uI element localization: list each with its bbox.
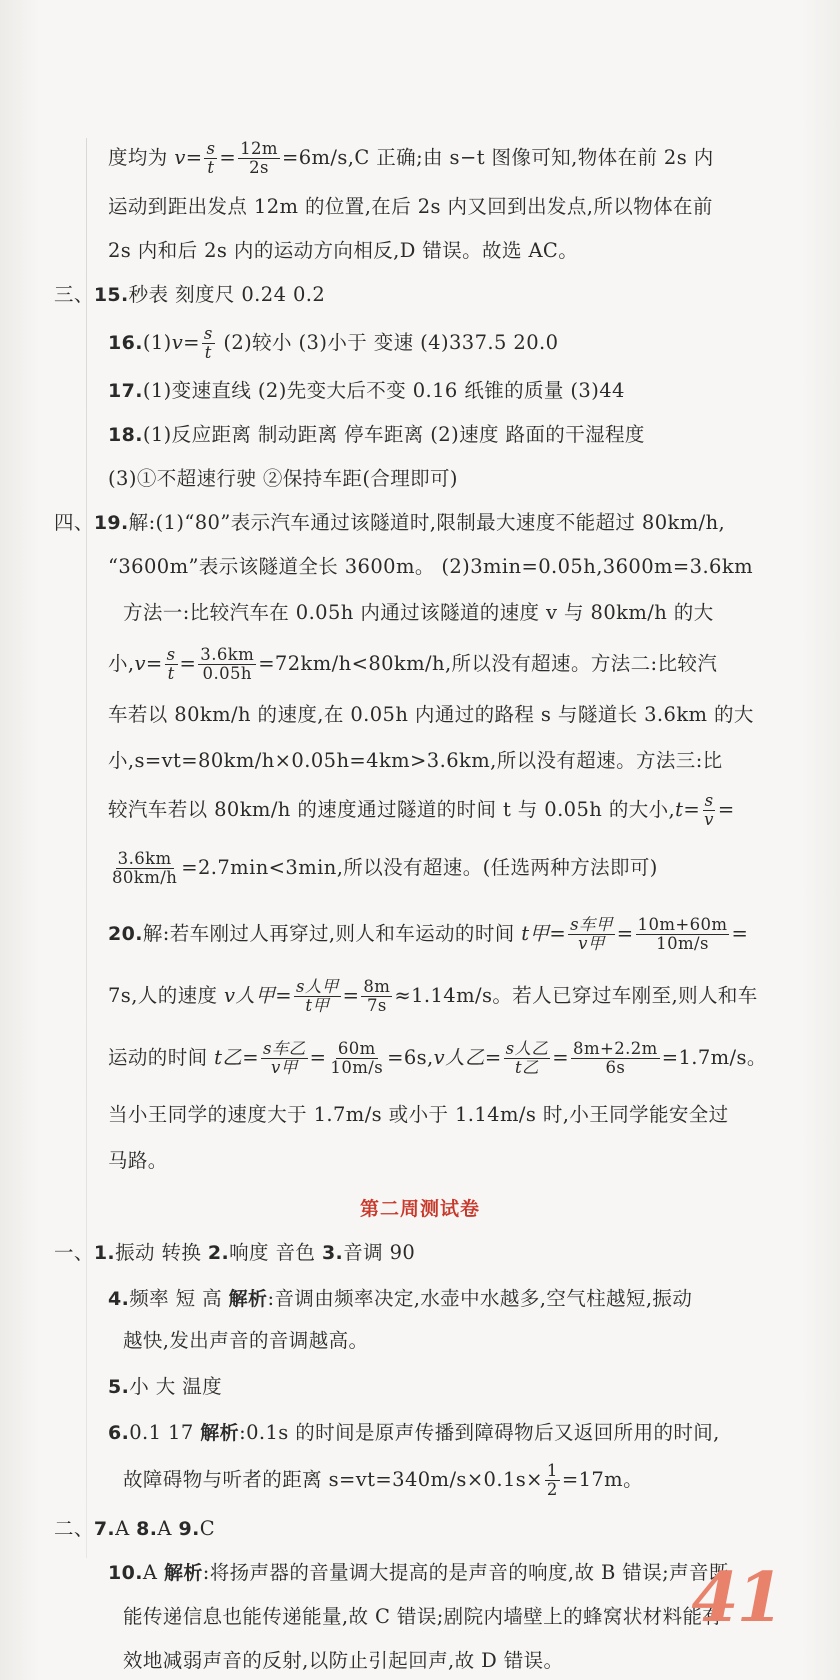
fraction: $\frac{\text{s车甲}}{\text{v甲}}$ bbox=[570, 915, 613, 953]
fraction: $\frac{3.6km}{0.05h}$ bbox=[200, 645, 255, 683]
fraction: $\frac{12m}{2s}$ bbox=[240, 139, 278, 177]
answer-20-line-4: 当小王同学的速度大于 1.7m/s 或小于 1.14m/s 时,小王同学能安全过 bbox=[108, 1103, 729, 1126]
answer-10-line-2: 能传递信息也能传递能量,故 C 错误;剧院内墙壁上的蜂窝状材料能有 bbox=[123, 1605, 723, 1628]
answer-1-3: 一、1.振动 转换 2.响度 音色 3.音调 90 bbox=[54, 1241, 416, 1264]
continued-solution-line-3: 2s 内和后 2s 内的运动方向相反,D 错误。故选 AC。 bbox=[108, 239, 579, 262]
answer-19-line-6: 小,s=vt=80km/h×0.05h=4km>3.6km,所以没有超速。方法三:比 bbox=[108, 749, 723, 772]
continued-solution-line-1: 度均为 v= $\frac{s}{t}$ = $\frac{12m}{2s}$ =6m/s,C 正确;由 s−t 图像可知,物体在前 2s 内 bbox=[108, 139, 714, 177]
continued-solution-line-2: 运动到距出发点 12m 的位置,在后 2s 内又回到出发点,所以物体在前 bbox=[108, 195, 713, 218]
answer-7-9: 二、7.A 8.A 9.C bbox=[54, 1517, 216, 1540]
answer-6: 6.0.1 17 解析:0.1s 的时间是原声传播到障碍物后又返回所用的时间, bbox=[108, 1421, 720, 1444]
answer-18-line-2: (3)①不超速行驶 ②保持车距(合理即可) bbox=[108, 467, 458, 490]
answer-19-line-7: 较汽车若以 80km/h 的速度通过隧道的时间 t 与 0.05h 的大小,t= $\frac{s}{v}$ = bbox=[108, 791, 735, 829]
fraction: $\frac{s}{t}$ bbox=[203, 324, 213, 362]
answer-4: 4.频率 短 高 解析:音调由频率决定,水壶中水越多,空气柱越短,振动 bbox=[108, 1287, 693, 1310]
answer-19-line-5: 车若以 80km/h 的速度,在 0.05h 内通过的路程 s 与隧道长 3.6km 的大 bbox=[108, 703, 754, 726]
section-title: 第二周测试卷 bbox=[359, 1198, 480, 1220]
margin-line bbox=[86, 138, 87, 1558]
fraction: $\frac{60m}{10m/s}$ bbox=[330, 1039, 384, 1077]
fraction: $\frac{8m}{7s}$ bbox=[363, 977, 391, 1015]
answer-4-line-2: 越快,发出声音的音调越高。 bbox=[123, 1329, 369, 1352]
answer-17: 17.(1)变速直线 (2)先变大后不变 0.16 纸锥的质量 (3)44 bbox=[108, 379, 625, 402]
answer-20-line-3: 运动的时间 t乙= $\frac{\text{s车乙}}{\text{v甲}}$ = $\frac{60m}{10m/s}$ =6s,v人乙= $\frac{\text{s人乙}}{\text{t乙}}$ = $\frac{8m+2.2m}{6s}$ =1.7m/s。 bbox=[108, 1039, 767, 1077]
answer-19-line-2: “3600m”表示该隧道全长 3600m。 (2)3min=0.05h,3600m=3.6km bbox=[108, 555, 753, 578]
answer-20-line-5: 马路。 bbox=[108, 1149, 168, 1172]
answer-5: 5.小 大 温度 bbox=[108, 1375, 223, 1398]
fraction: $\frac{8m+2.2m}{6s}$ bbox=[573, 1039, 658, 1077]
fraction: $\frac{10m+60m}{10m/s}$ bbox=[637, 915, 728, 953]
fraction: $\frac{3.6km}{80km/h}$ bbox=[112, 849, 178, 887]
page-number: 41 bbox=[691, 1558, 782, 1638]
answer-10-line-3: 效地减弱声音的反射,以防止引起回声,故 D 错误。 bbox=[123, 1649, 564, 1672]
fraction: $\frac{s}{t}$ bbox=[206, 139, 216, 177]
fraction: $\frac{s}{t}$ bbox=[166, 645, 176, 683]
answer-18: 18.(1)反应距离 制动距离 停车距离 (2)速度 路面的干湿程度 bbox=[108, 423, 645, 446]
answer-6-line-2: 故障碍物与听者的距离 s=vt=340m/s×0.1s× $\frac{1}{2}$ =17m。 bbox=[123, 1461, 643, 1499]
answer-16: 16.(1)v= $\frac{s}{t}$ (2)较小 (3)小于 变速 (4)337.5 20.0 bbox=[108, 324, 559, 362]
fraction: $\frac{1}{2}$ bbox=[546, 1461, 558, 1499]
answer-19-line-8: $\frac{3.6km}{80km/h}$ =2.7min<3min,所以没有超速。(任选两种方法即可) bbox=[112, 849, 658, 887]
answer-20-line-2: 7s,人的速度 v人甲= $\frac{\text{s人甲}}{\text{t甲}}$ = $\frac{8m}{7s}$ ≈1.14m/s。若人已穿过车刚至,则人和车 bbox=[108, 977, 758, 1015]
fraction: $\frac{\text{s车乙}}{\text{v甲}}$ bbox=[263, 1039, 306, 1077]
fraction: $\frac{\text{s人甲}}{\text{t甲}}$ bbox=[295, 977, 339, 1015]
answer-15: 三、15.秒表 刻度尺 0.24 0.2 bbox=[54, 283, 326, 306]
answer-20: 20.解:若车刚过人再穿过,则人和车运动的时间 t甲= $\frac{\text{s车甲}}{\text{v甲}}$ = $\frac{10m+60m}{10m/s}$ = bbox=[108, 915, 749, 953]
answer-19-line-4: 小,v= $\frac{s}{t}$ = $\frac{3.6km}{0.05h}$ =72km/h<80km/h,所以没有超速。方法二:比较汽 bbox=[108, 645, 718, 683]
answer-19: 四、19.解:(1)“80”表示汽车通过该隧道时,限制最大速度不能超过 80km/h, bbox=[54, 511, 726, 534]
answer-10: 10.A 解析:将扬声器的音量调大提高的是声音的响度,故 B 错误;声音既 bbox=[108, 1561, 729, 1584]
answer-19-line-3: 方法一:比较汽车在 0.05h 内通过该隧道的速度 v 与 80km/h 的大 bbox=[123, 601, 714, 624]
fraction: $\frac{\text{s人乙}}{\text{t乙}}$ bbox=[505, 1039, 549, 1077]
fraction: $\frac{s}{v}$ bbox=[704, 791, 714, 829]
